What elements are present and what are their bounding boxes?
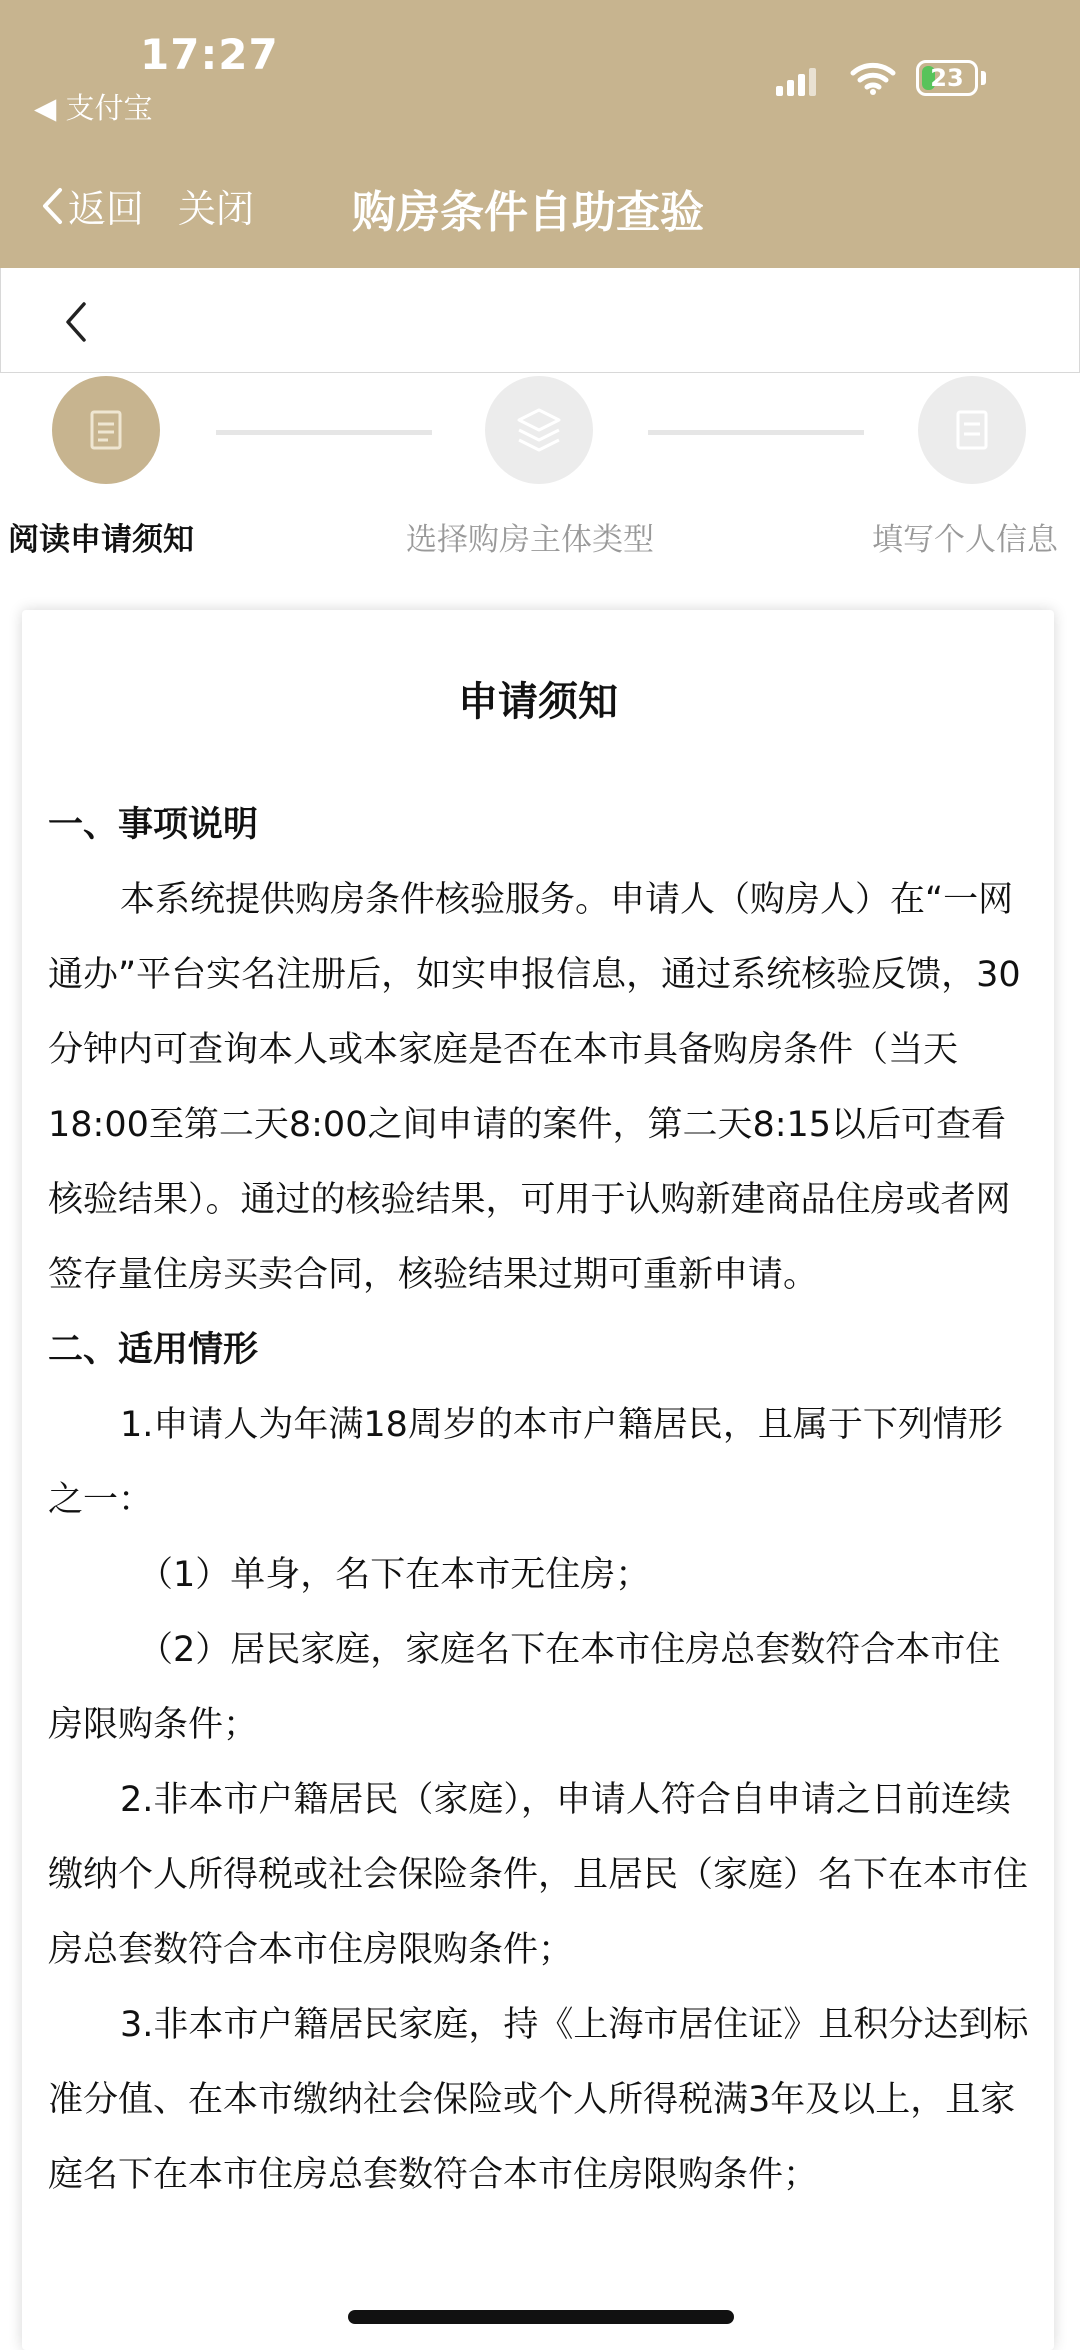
chevron-left-icon <box>40 186 64 226</box>
document-icon <box>52 376 160 484</box>
step-1-label: 阅读申请须知 <box>8 522 194 558</box>
app-header <box>0 0 1080 268</box>
form-icon <box>918 376 1026 484</box>
notice-card <box>22 610 1054 2350</box>
step-connector <box>648 430 864 435</box>
section-heading: 二、适用情形 <box>48 1330 259 1370</box>
status-time: 17:27 <box>140 30 279 79</box>
step-connector <box>216 430 432 435</box>
wifi-icon <box>850 60 896 96</box>
notice-content <box>48 788 1032 2213</box>
sub-navigation-bar <box>0 268 1080 373</box>
step-2-label: 选择购房主体类型 <box>406 522 654 558</box>
step-2-circle <box>485 376 593 484</box>
condition-item: 2.非本市户籍居民（家庭），申请人符合自申请之日前连续缴纳个人所得税或社会保险条件，且居民（家庭）名下在本市住房总套数符合本市住房限购条件； <box>48 1780 1029 1970</box>
section-paragraph: 本系统提供购房条件核验服务。申请人（购房人）在“一网通办”平台实名注册后，如实申报信息，通过系统核验反馈，30分钟内可查询本人或本家庭是否在本市具备购房条件（当天18:00至第二天8:00之间申请的案件，第二天8:15以后可查看核验结果）。通过的核验结果，可用于认购新建商品住房或者网签存量住房买卖合同，核验结果过期可重新申请。 <box>48 880 1021 1295</box>
battery-icon <box>916 60 978 96</box>
cellular-signal-icon <box>776 66 818 96</box>
condition-sub-item: （2）居民家庭，家庭名下在本市住房总套数符合本市住房限购条件； <box>48 1630 1001 1745</box>
step-1-circle <box>52 376 160 484</box>
back-to-app-link[interactable]: ◀ 支付宝 <box>34 91 153 125</box>
layers-icon <box>485 376 593 484</box>
step-3-label: 填写个人信息 <box>872 522 1058 558</box>
battery-level: 23 <box>930 64 964 92</box>
nav-close-button[interactable]: 关闭 <box>178 187 255 231</box>
home-indicator[interactable] <box>348 2310 734 2324</box>
condition-item: 1.申请人为年满18周岁的本市户籍居民，且属于下列情形之一： <box>48 1405 1003 1520</box>
notice-title: 申请须知 <box>458 679 618 725</box>
chevron-left-icon[interactable] <box>56 294 96 350</box>
page-title: 购房条件自助查验 <box>352 187 704 238</box>
nav-back-label: 返回 <box>68 187 145 231</box>
condition-item: 3.非本市户籍居民家庭，持《上海市居住证》且积分达到标准分值、在本市缴纳社会保险或个人所得税满3年及以上，且家庭名下在本市住房总套数符合本市住房限购条件； <box>48 2005 1029 2195</box>
step-3-circle <box>918 376 1026 484</box>
nav-back-button[interactable] <box>40 178 144 233</box>
condition-sub-item: （1）单身，名下在本市无住房； <box>138 1555 651 1595</box>
section-heading: 一、事项说明 <box>48 805 259 845</box>
